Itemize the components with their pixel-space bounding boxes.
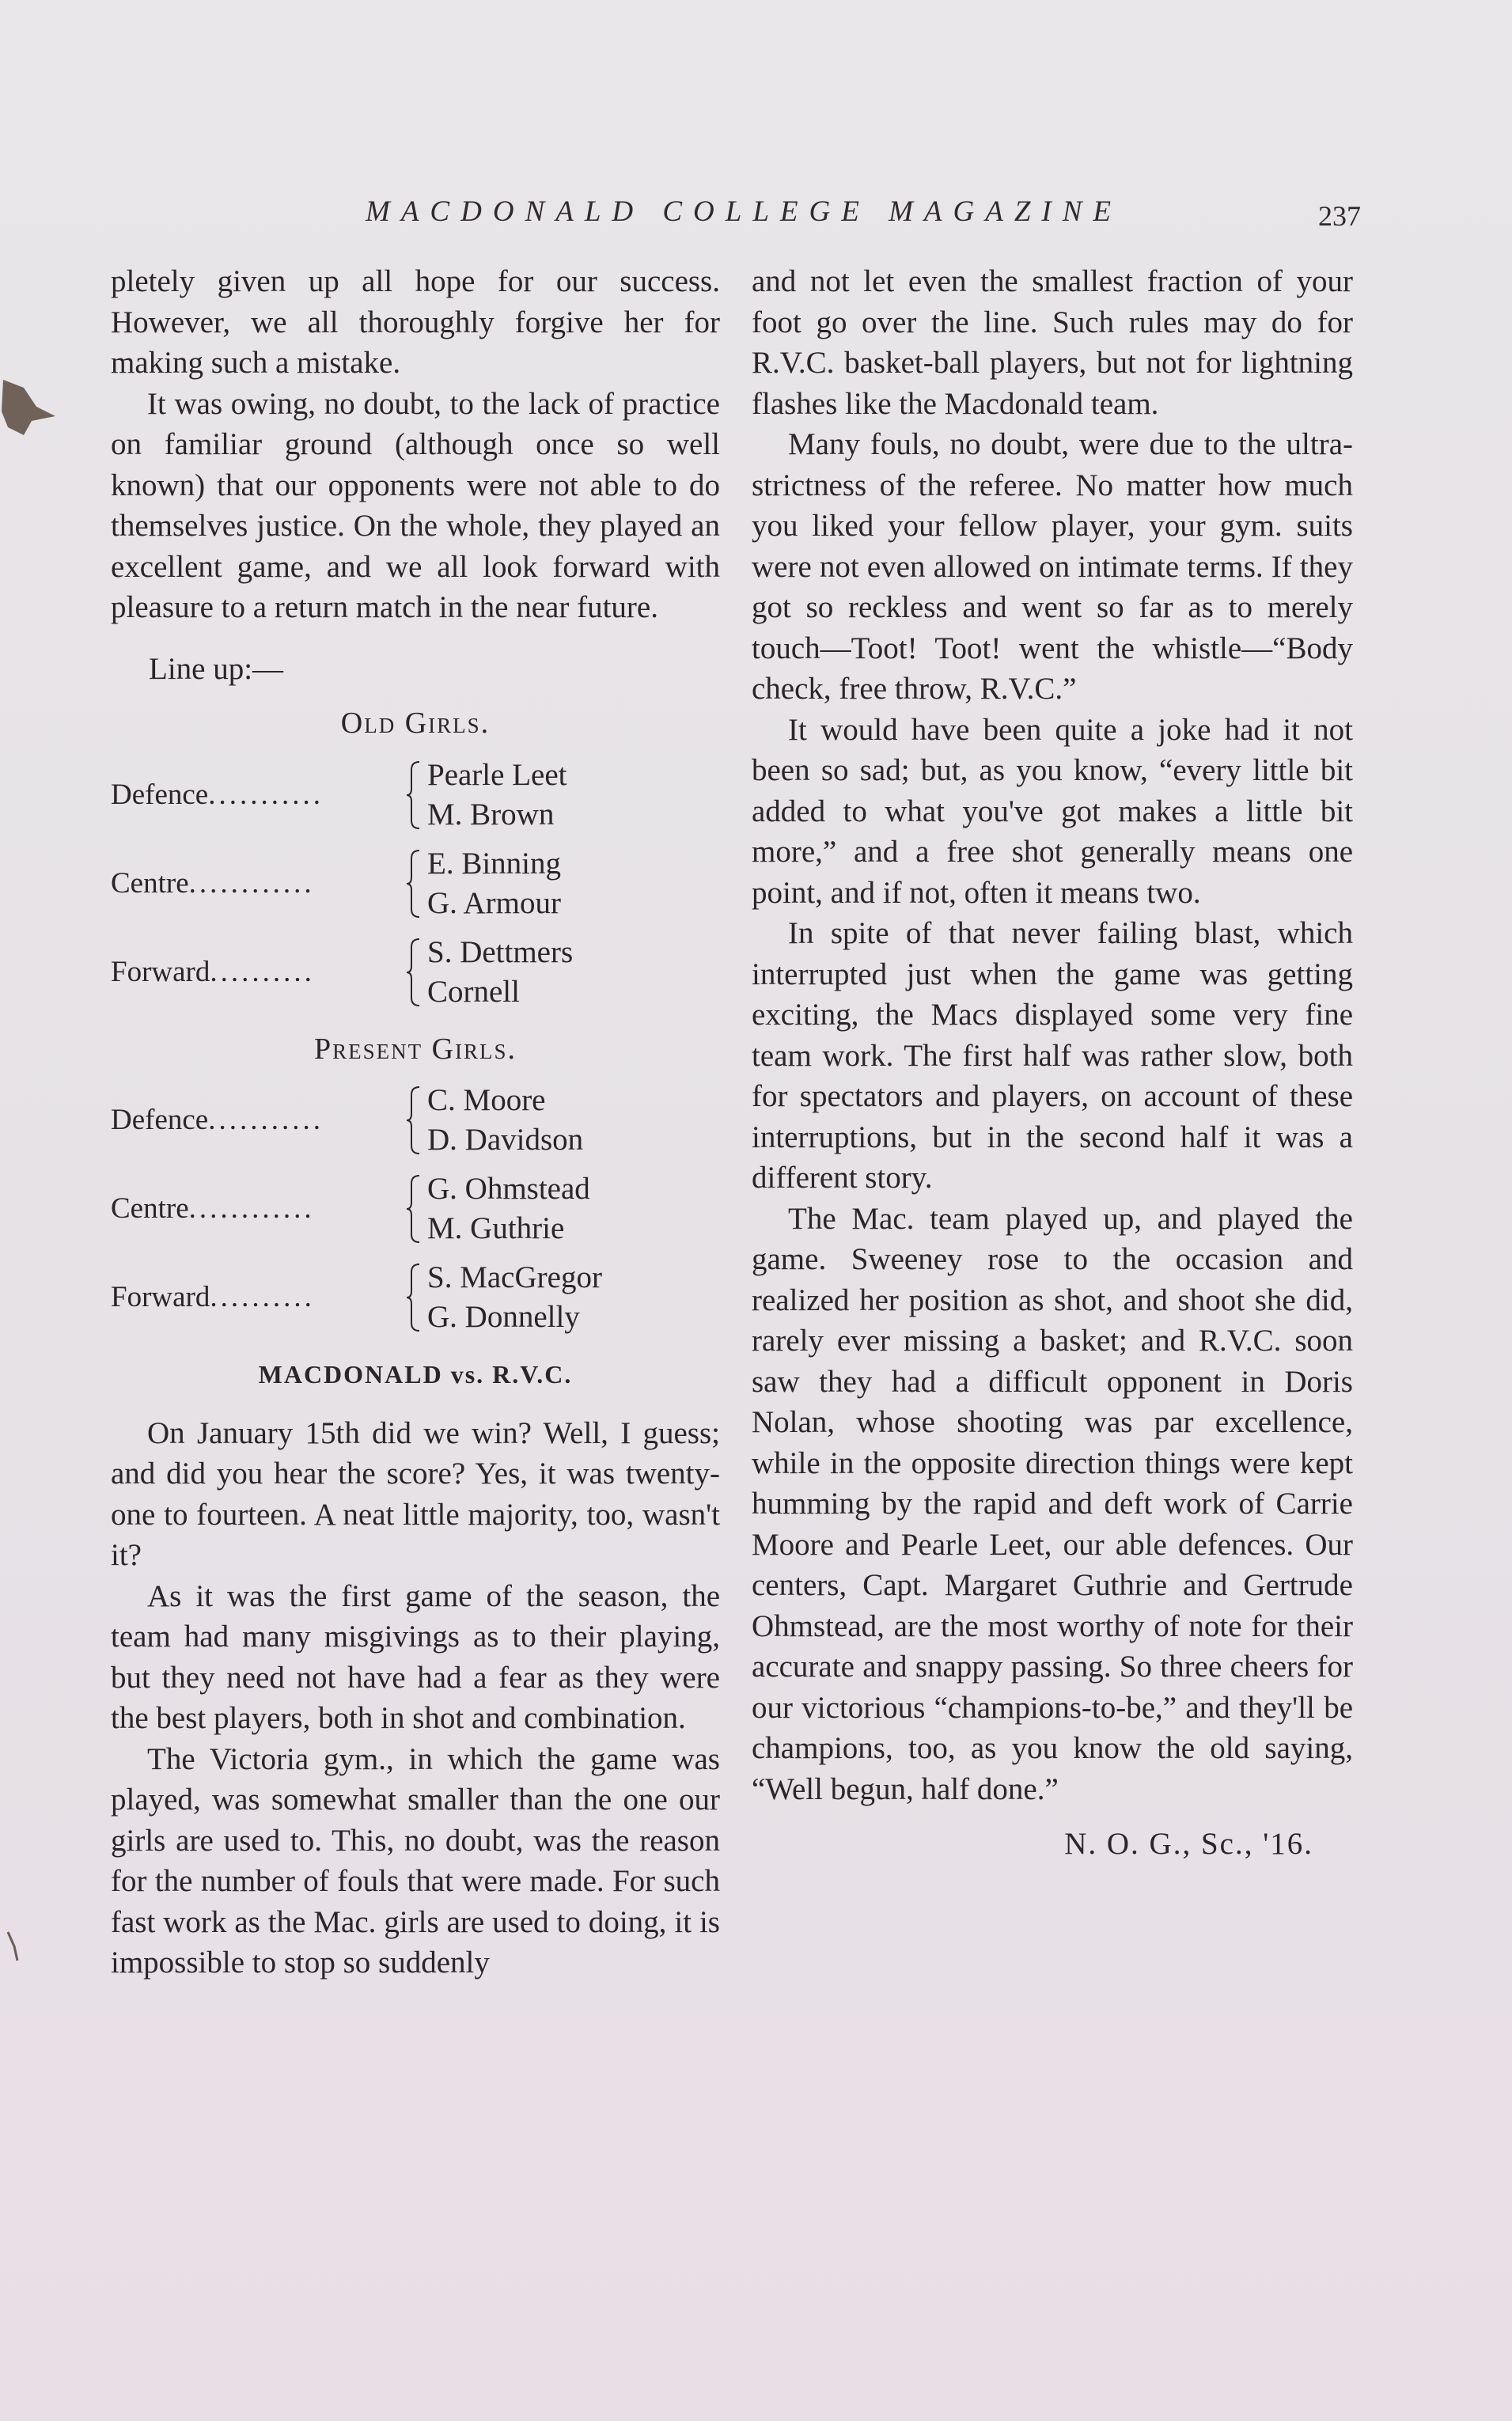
section-heading: MACDONALD vs. R.V.C.	[258, 1360, 573, 1389]
team-heading-present-girls: Present Girls.	[313, 1032, 517, 1066]
magazine-title: MACDONALD COLLEGE MAGAZINE	[366, 195, 1123, 228]
position-label: Centre............	[111, 866, 315, 900]
position-label: Centre............	[111, 1192, 315, 1226]
player-name: Pearle Leet	[427, 757, 567, 792]
team-heading-old-girls: Old Girls.	[340, 707, 491, 740]
paragraph: The Mac. team played up, and played the game. Sweeney rose to the occasion and realized her position as shot, and shoot she did, rarely ever missing a basket; and R.V.C. soon saw they had a difficult opponent in Doris Nolan, whose shooting was par excellence, while in the opposite direction things were kept humming by the rapid and deft work of Carrie Moore and Pearle Leet, our able defences. Our centers, Capt. Margaret Guthrie and Gertrude Ohmstead, are the most worthy of note for their accurate and snappy passing. So three cheers for our victorious “champions-to-be,” and they'll be champions, too, as you know the old saying, “Well begun, half done.”	[752, 1201, 1353, 1806]
roster-present-girls	[111, 1078, 720, 1340]
brace-icon	[404, 1173, 423, 1245]
paragraph: and not let even the smallest fraction of your foot go over the line. Such rules may do for R.V.C. basket-ball players, but not for lightning flashes like the Macdonald team.	[752, 264, 1353, 421]
position-label: Defence...........	[111, 778, 324, 811]
player-name: S. MacGregor	[427, 1260, 602, 1294]
player-list	[427, 756, 567, 835]
author-signature: N. O. G., Sc., '16.	[1064, 1827, 1313, 1861]
roster-row	[111, 1166, 720, 1252]
roster-row	[111, 752, 720, 838]
roster-old-girls	[111, 752, 720, 1015]
paragraph: The Victoria gym., in which the game was played, was somewhat smaller than the one our girls are used to. This, no doubt, was the reason for the number of fouls that were made. For such fast work as the Mac. girls are used to doing, it is impossible to stop so suddenly	[111, 1741, 720, 1980]
paper-tear-mark	[0, 372, 63, 443]
brace-icon	[404, 847, 423, 920]
player-name: M. Brown	[427, 797, 555, 832]
player-name: G. Donnelly	[427, 1300, 580, 1334]
page-number: 237	[1318, 200, 1361, 232]
player-list	[427, 1258, 602, 1337]
player-name: G. Ohmstead	[427, 1172, 590, 1206]
position-label: Defence...........	[111, 1104, 324, 1137]
brace-icon	[404, 1084, 423, 1157]
paragraph: It was owing, no doubt, to the lack of practice on familiar ground (although once so well known) that our opponents were not able to do themselves justice. On the whole, they played an excellent game, and we all look forward with pleasure to a return match in the near future.	[111, 386, 720, 624]
player-name: Cornell	[427, 974, 520, 1009]
player-name: C. Moore	[427, 1083, 546, 1117]
player-name: D. Davidson	[427, 1123, 584, 1157]
paragraph: In spite of that never failing blast, which interrupted just when the game was getting exciting, the Macs displayed some very fine team work. The first half was rather slow, both for spectators and players, on account of these interruptions, but in the second half it was a different story.	[752, 916, 1353, 1195]
paragraph: As it was the first game of the season, the team had many misgivings as to their playing, but they need not have had a fear as they were the best players, both in shot and combination.	[111, 1578, 720, 1735]
roster-row	[111, 1255, 720, 1340]
paragraph: pletely given up all hope for our success. However, we all thoroughly forgive her for making such a mistake.	[111, 264, 720, 380]
brace-icon	[404, 936, 423, 1009]
paragraph: Many fouls, no doubt, were due to the ultra-strictness of the referee. No matter how much you liked your fellow player, your gym. suits were not even allowed on intimate terms. If they got so reckless and went so far as to merely touch—Toot! Toot! went the whistle—“Body check, free throw, R.V.C.”	[752, 427, 1353, 706]
player-list	[427, 1169, 590, 1248]
player-name: M. Guthrie	[427, 1211, 565, 1245]
position-label: Forward..........	[111, 955, 315, 988]
left-column	[111, 261, 720, 1983]
paper-speck-mark	[5, 1930, 21, 1962]
roster-row	[111, 841, 720, 926]
brace-icon	[404, 1261, 423, 1334]
roster-row	[111, 1078, 720, 1163]
page-header	[0, 195, 1512, 242]
player-list	[427, 933, 573, 1012]
player-list	[427, 844, 561, 923]
brace-icon	[404, 759, 423, 832]
player-name: E. Binning	[427, 846, 562, 881]
player-list	[427, 1081, 583, 1160]
paragraph: It would have been quite a joke had it not been so sad; but, as you know, “every little bit added to what you've got makes a little bit more,” and a free shot generally means one point, and if not, often it means two.	[752, 712, 1353, 910]
position-label: Forward..........	[111, 1281, 315, 1314]
lineup-label: Line up:—	[149, 651, 284, 686]
player-name: S. Dettmers	[427, 934, 574, 969]
player-name: G. Armour	[427, 885, 561, 920]
right-column	[752, 261, 1353, 1865]
paragraph: On January 15th did we win? Well, I guess; and did you hear the score? Yes, it was twenty-one to fourteen. A neat little majority, too, wasn't it?	[111, 1415, 720, 1572]
roster-row	[111, 930, 720, 1015]
